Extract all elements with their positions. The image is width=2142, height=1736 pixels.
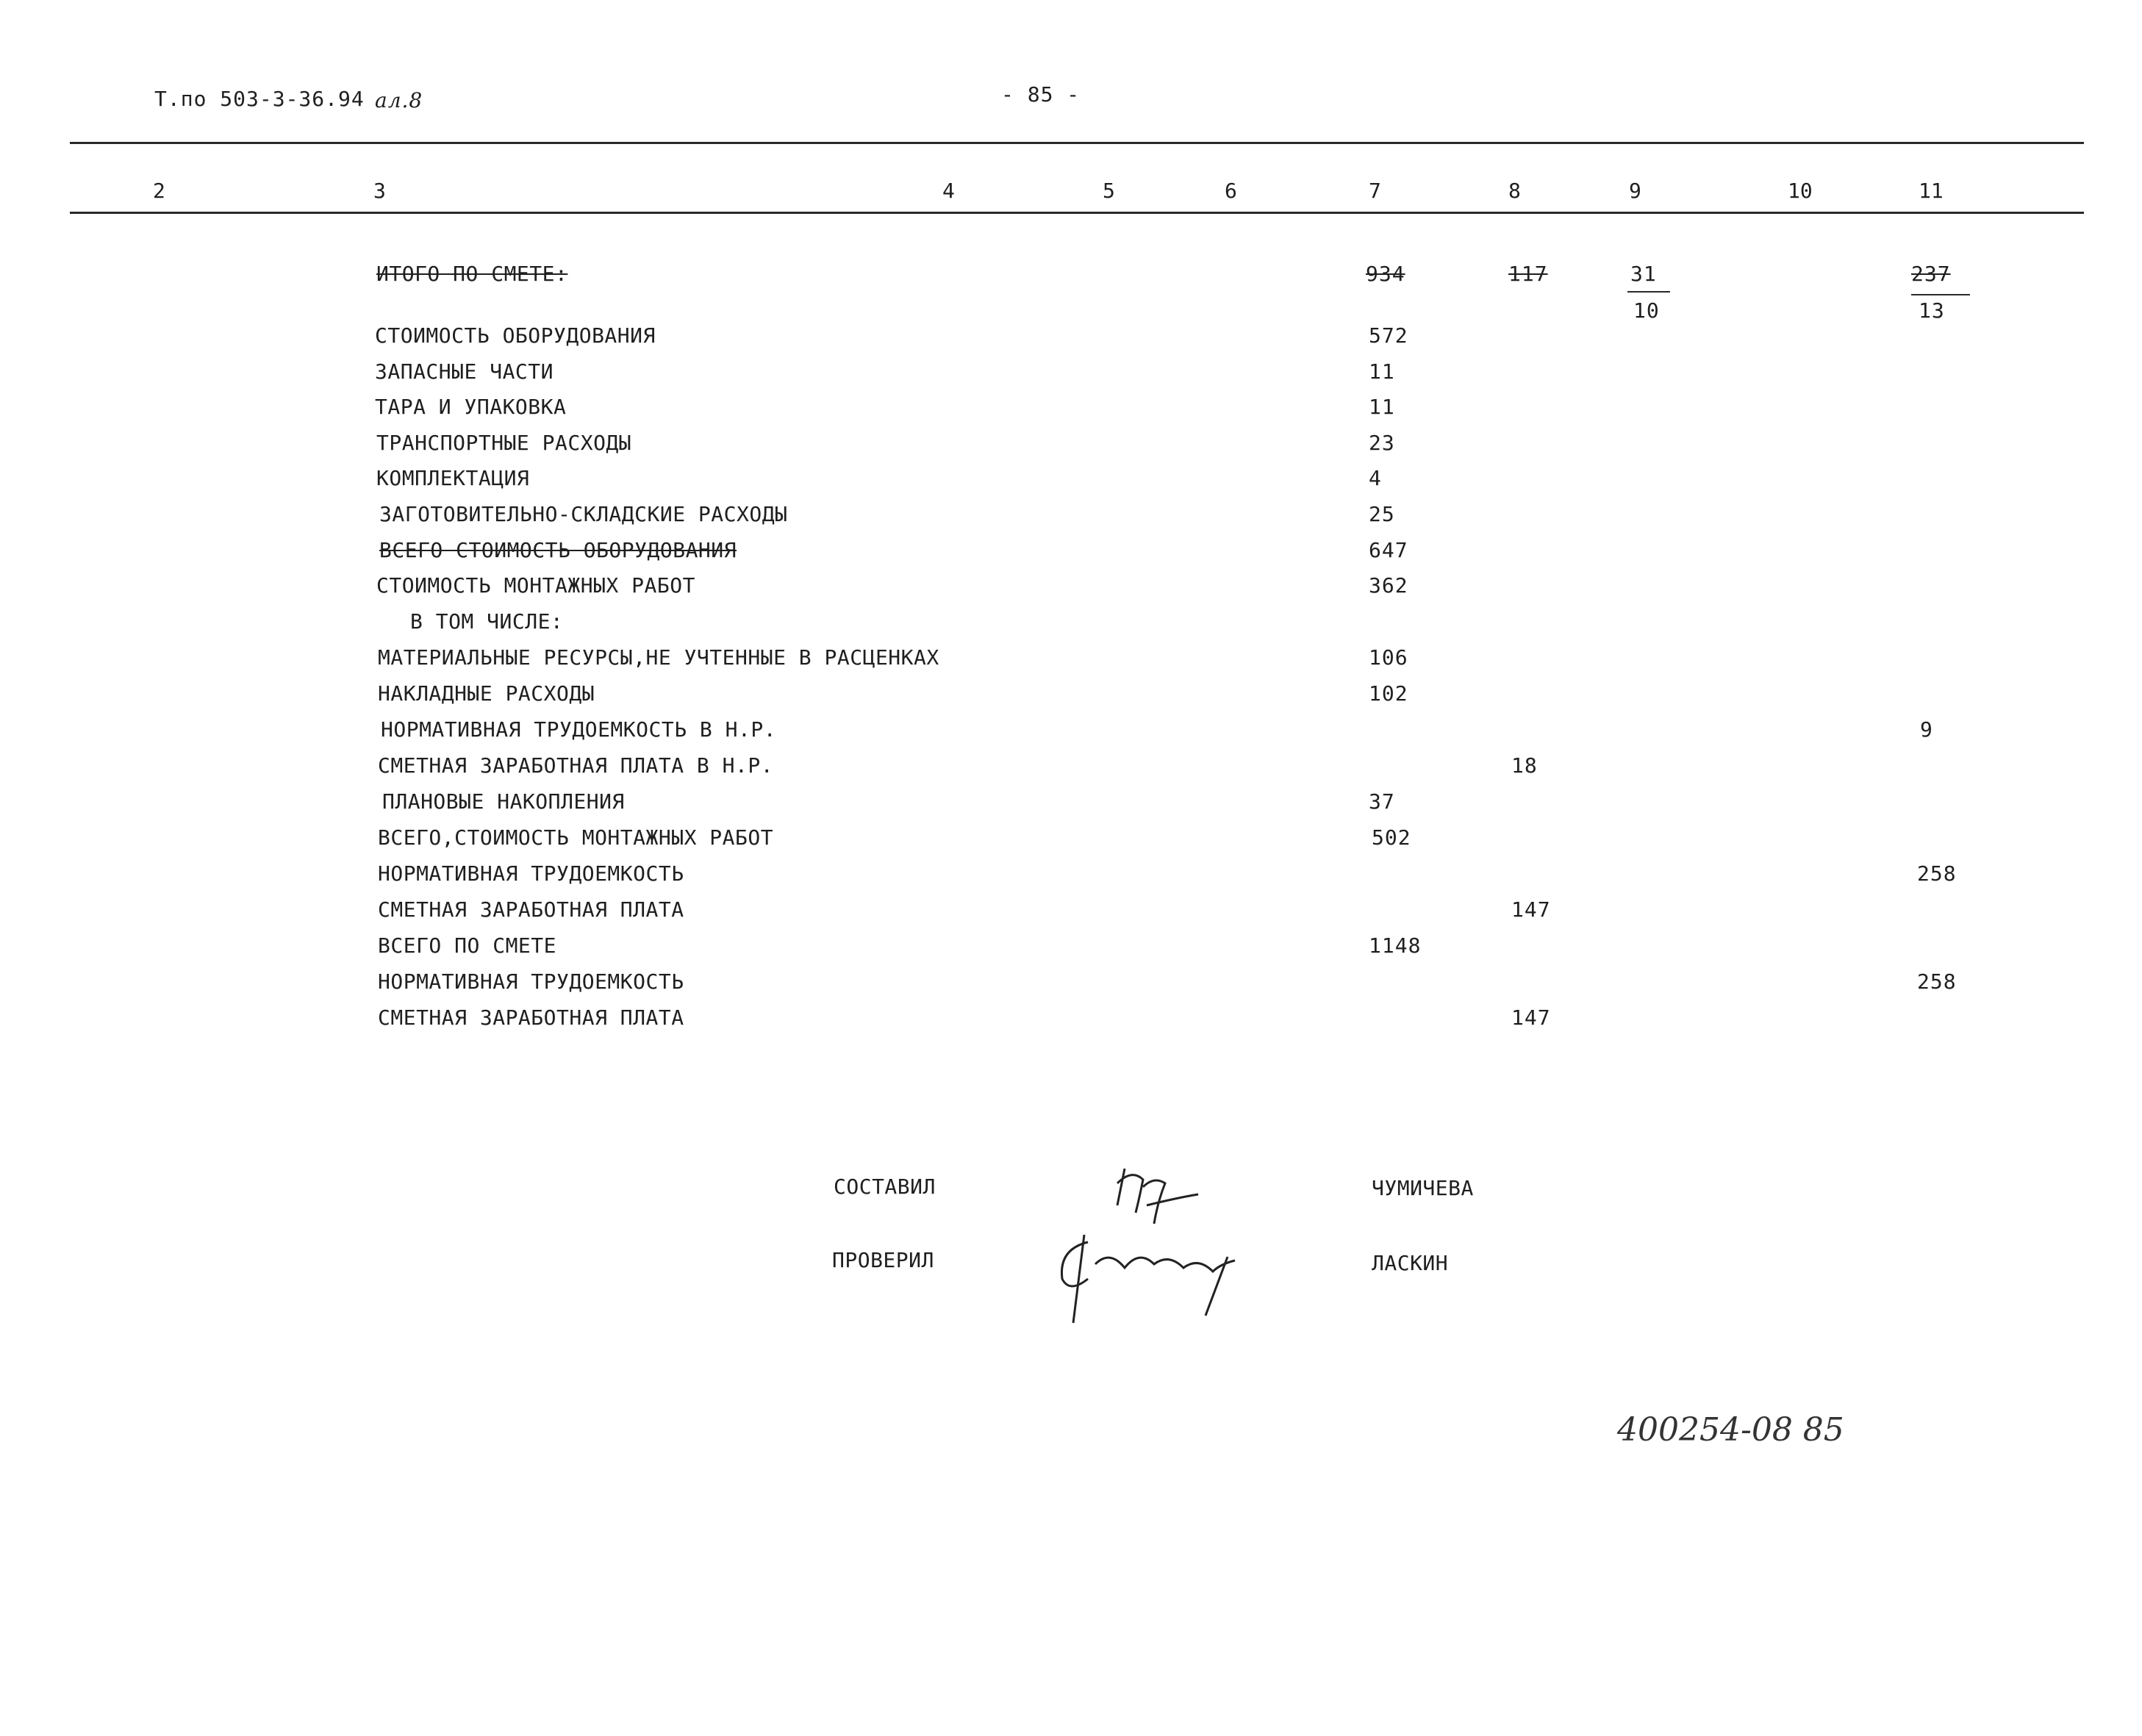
row-label-norm-labor-overhead: НОРМАТИВНАЯ ТРУДОЕМКОСТЬ В Н.Р.: [381, 717, 777, 742]
row-packaging-c7: 11: [1369, 395, 1395, 419]
row-total-c8: 117: [1508, 262, 1548, 286]
column-header-rule: [70, 212, 2084, 214]
row-total-equipment-c7: 647: [1369, 538, 1408, 562]
row-label-installation-cost: СТОИМОСТЬ МОНТАЖНЫХ РАБОТ: [376, 573, 695, 598]
row-label-overhead: НАКЛАДНЫЕ РАСХОДЫ: [378, 681, 595, 706]
row-wage-c8: 147: [1511, 897, 1551, 922]
row-total-installation-c7: 502: [1372, 825, 1411, 850]
checked-by-name: ЛАСКИН: [1372, 1251, 1449, 1275]
row-total-c11-fraction-line: [1911, 294, 1970, 295]
column-number-10: 10: [1788, 179, 1813, 203]
footer-inventory-number: 400254-08 85: [1617, 1411, 1844, 1449]
row-label-planned-savings: ПЛАНОВЫЕ НАКОПЛЕНИЯ: [382, 789, 625, 814]
compiled-by-label: СОСТАВИЛ: [834, 1174, 936, 1199]
row-total-c9-sub: 10: [1633, 298, 1660, 323]
column-number-11: 11: [1919, 179, 1944, 203]
column-number-2: 2: [153, 179, 165, 203]
row-label-wage-final: СМЕТНАЯ ЗАРАБОТНАЯ ПЛАТА: [378, 1005, 684, 1030]
row-label-total-equipment: ВСЕГО СТОИМОСТЬ ОБОРУДОВАНИЯ: [379, 538, 737, 562]
signature-checked: [1044, 1220, 1257, 1330]
row-label-material-resources: МАТЕРИАЛЬНЫЕ РЕСУРСЫ,НЕ УЧТЕННЫЕ В РАСЦЕНКАХ: [378, 645, 939, 670]
row-label-norm-labor-final: НОРМАТИВНАЯ ТРУДОЕМКОСТЬ: [378, 969, 684, 994]
column-number-8: 8: [1508, 179, 1521, 203]
row-overhead-c7: 102: [1369, 681, 1408, 706]
row-transport-c7: 23: [1369, 431, 1395, 455]
row-label-grand-total: ВСЕГО ПО СМЕТЕ: [378, 933, 557, 958]
row-total-c7: 934: [1366, 262, 1405, 286]
row-grand-total-c7: 1148: [1369, 933, 1422, 958]
row-label-completion: КОМПЛЕКТАЦИЯ: [376, 466, 530, 490]
row-label-warehouse: ЗАГОТОВИТЕЛЬНО-СКЛАДСКИЕ РАСХОДЫ: [379, 502, 788, 526]
document-code: Т.по 503-3-36.94: [154, 87, 365, 111]
row-material-resources-c7: 106: [1369, 645, 1408, 670]
row-label-norm-labor: НОРМАТИВНАЯ ТРУДОЕМКОСТЬ: [378, 861, 684, 886]
row-total-c9: 31: [1630, 262, 1657, 286]
row-norm-labor-overhead-c11: 9: [1920, 717, 1933, 742]
page-number: - 85 -: [1001, 82, 1081, 107]
row-wage-overhead-c8: 18: [1511, 753, 1538, 778]
row-label-total-installation: ВСЕГО,СТОИМОСТЬ МОНТАЖНЫХ РАБОТ: [378, 825, 774, 850]
row-total-c9-fraction-line: [1627, 291, 1670, 293]
compiled-by-name: ЧУМИЧЕВА: [1372, 1176, 1474, 1200]
column-number-9: 9: [1629, 179, 1641, 203]
row-warehouse-c7: 25: [1369, 502, 1395, 526]
row-norm-labor-final-c11: 258: [1917, 969, 1957, 994]
column-number-4: 4: [942, 179, 955, 203]
row-completion-c7: 4: [1369, 466, 1382, 490]
row-total-c11: 237: [1911, 262, 1951, 286]
row-label-equipment-cost: СТОИМОСТЬ ОБОРУДОВАНИЯ: [375, 323, 656, 348]
column-number-6: 6: [1225, 179, 1237, 203]
row-label-total: ИТОГО ПО СМЕТЕ:: [376, 262, 568, 286]
row-label-packaging: ТАРА И УПАКОВКА: [375, 395, 567, 419]
checked-by-label: ПРОВЕРИЛ: [832, 1248, 934, 1272]
top-rule: [70, 142, 2084, 144]
column-number-7: 7: [1369, 179, 1381, 203]
column-number-3: 3: [373, 179, 386, 203]
row-norm-labor-c11: 258: [1917, 861, 1957, 886]
row-installation-cost-c7: 362: [1369, 573, 1408, 598]
row-label-wage-overhead: СМЕТНАЯ ЗАРАБОТНАЯ ПЛАТА В Н.Р.: [378, 753, 774, 778]
row-planned-savings-c7: 37: [1369, 789, 1395, 814]
row-label-transport: ТРАНСПОРТНЫЕ РАСХОДЫ: [376, 431, 632, 455]
row-label-wage: СМЕТНАЯ ЗАРАБОТНАЯ ПЛАТА: [378, 897, 684, 922]
row-spare-parts-c7: 11: [1369, 359, 1395, 384]
column-number-5: 5: [1103, 179, 1115, 203]
album-label: ал.8: [375, 88, 423, 112]
row-total-c11-sub: 13: [1919, 298, 1945, 323]
row-label-spare-parts: ЗАПАСНЫЕ ЧАСТИ: [375, 359, 554, 384]
row-label-including: В ТОМ ЧИСЛЕ:: [410, 609, 564, 634]
row-equipment-cost-c7: 572: [1369, 323, 1408, 348]
row-wage-final-c8: 147: [1511, 1005, 1551, 1030]
